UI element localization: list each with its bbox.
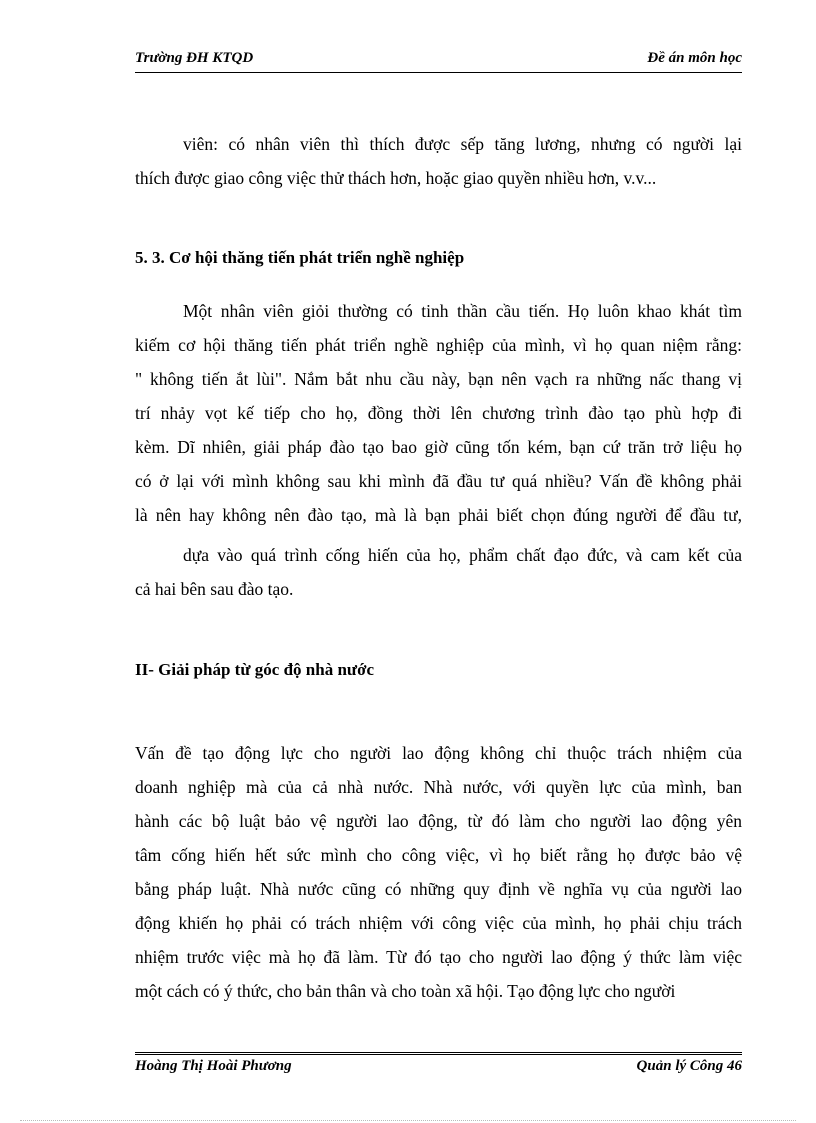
paragraph-3 [135, 538, 742, 606]
paragraph-4 [135, 736, 742, 1008]
footer-author: Hoàng Thị Hoài Phương [135, 1058, 292, 1074]
text-line: doanh nghiệp mà của cả nhà nước. Nhà nước, với quyền lực của mình, ban [135, 777, 742, 797]
footer-rule [135, 1052, 742, 1057]
text-line: hành các bộ luật bảo vệ người lao động, từ đó làm cho người lao động yên [135, 811, 742, 831]
page-edge-dotted-line [20, 1120, 796, 1121]
text-line: Một nhân viên giỏi thường có tinh thần cầu tiến. Họ luôn khao khát tìm [183, 301, 742, 321]
page-header [135, 50, 742, 67]
text-line: dựa vào quá trình cống hiến của họ, phẩm chất đạo đức, và cam kết của [183, 545, 742, 565]
text-line: có ở lại với mình không sau khi mình đã đầu tư quá nhiều? Vấn đề không phải [135, 471, 742, 491]
text-line: tâm cống hiến hết sức mình cho công việc, vì họ biết rằng họ được bảo vệ [135, 845, 742, 865]
header-rule [135, 72, 742, 73]
text-line: Vấn đề tạo động lực cho người lao động không chỉ thuộc trách nhiệm của [135, 743, 742, 763]
text-line: nhiệm trước việc mà họ đã làm. Từ đó tạo cho người lao động ý thức làm việc [135, 947, 742, 967]
text-line: viên: có nhân viên thì thích được sếp tăng lương, nhưng có người lại [183, 134, 742, 154]
text-line: trí nhảy vọt kế tiếp cho họ, đồng thời lên chương trình đào tạo phù hợp đi [135, 403, 742, 423]
text-line: cả hai bên sau đào tạo. [135, 579, 294, 599]
section-heading-5-3: 5. 3. Cơ hội thăng tiến phát triển nghề nghiệp [135, 248, 465, 267]
text-line: " không tiến ắt lùi". Nắm bắt nhu cầu này, bạn nên vạch ra những nấc thang vị [135, 369, 742, 389]
paragraph-2 [135, 294, 742, 532]
header-doc-type: Đề án môn học [647, 50, 742, 66]
text-line: kiếm cơ hội thăng tiến phát triển nghề nghiệp của mình, vì họ quan niệm rằng: [135, 335, 742, 355]
text-line: thích được giao công việc thử thách hơn, hoặc giao quyền nhiều hơn, v.v... [135, 168, 657, 188]
paragraph-1 [135, 127, 742, 195]
text-line: bằng pháp luật. Nhà nước cũng có những quy định về nghĩa vụ của người lao [135, 879, 742, 899]
footer-class: Quản lý Công 46 [636, 1058, 742, 1074]
text-line: động khiến họ phải có trách nhiệm với công việc của mình, họ phải chịu trách [135, 913, 742, 933]
section-heading-ii: II- Giải pháp từ góc độ nhà nước [135, 660, 375, 679]
header-school: Trường ĐH KTQD [135, 50, 254, 66]
text-line: một cách có ý thức, cho bản thân và cho toàn xã hội. Tạo động lực cho người [135, 981, 676, 1001]
text-line: kèm. Dĩ nhiên, giải pháp đào tạo bao giờ cũng tốn kém, bạn cứ trăn trở liệu họ [135, 437, 742, 457]
text-line: là nên hay không nên đào tạo, mà là bạn phải biết chọn đúng người để đầu tư, [135, 505, 742, 525]
page-footer [135, 1058, 742, 1075]
